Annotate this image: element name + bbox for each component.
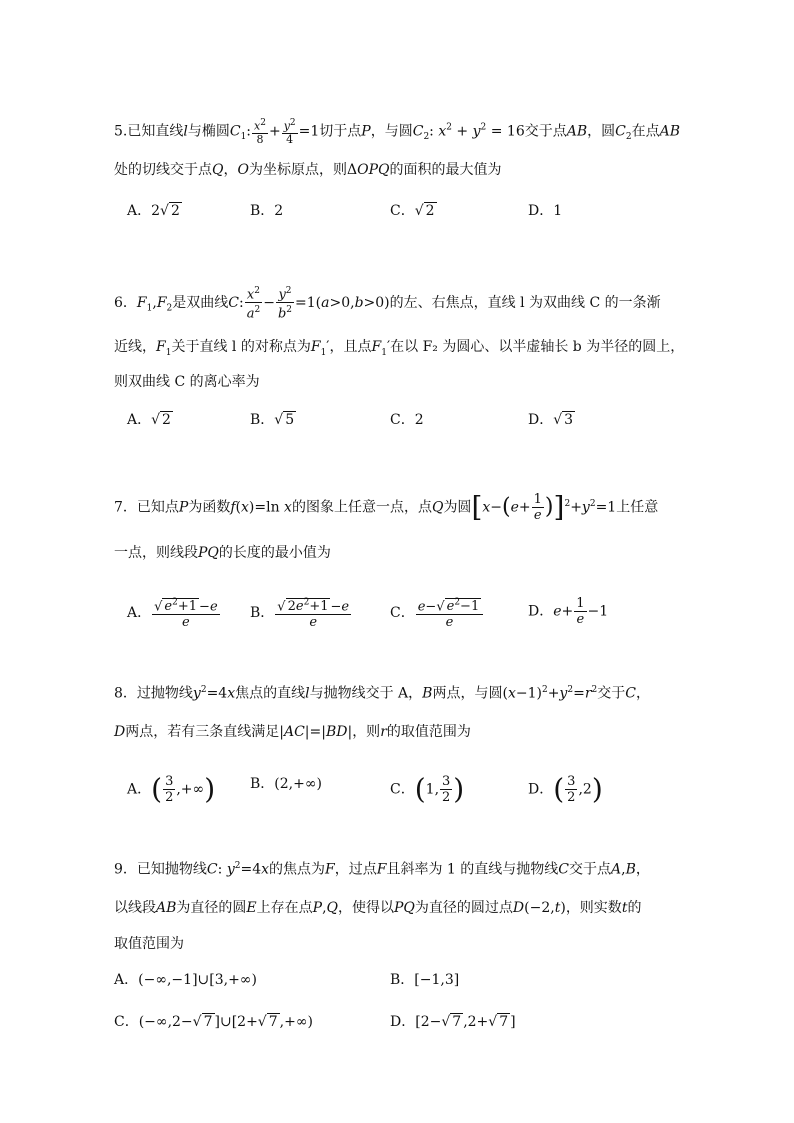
q5-text: 的面积的最大值为	[389, 162, 502, 178]
q6-option-d[interactable]: D．√ 3	[528, 412, 574, 428]
q8-text: 与抛物线交于 A，	[309, 685, 423, 702]
q6-text: 是双曲线	[172, 294, 229, 311]
option-label: A．	[127, 203, 152, 219]
option-label: B．	[250, 776, 275, 792]
option-label: B．	[250, 412, 275, 428]
q5-text: 为坐标原点，则	[248, 162, 347, 178]
option-label: B．2	[250, 203, 284, 219]
option-label: C．	[390, 605, 415, 622]
q8-option-a[interactable]: A．( $\frac{3}{2}$ ,+∞)	[127, 772, 216, 806]
q9-option-a[interactable]: A．(−∞,−1]∪[3,+∞)	[114, 972, 257, 988]
q9-option-d[interactable]: D．[2−√ 7 ,2+√ 7 ]	[390, 1014, 516, 1030]
q8-text: 两点，若有三条直线满足	[125, 724, 280, 740]
fraction: $\frac{e-√ e^2-1}{e}$	[416, 596, 484, 630]
q8-text: 的取值范围为	[386, 724, 471, 740]
q5-line-2: 处的切线交于点Q，O为坐标原点，则ΔOPQ的面积的最大值为	[114, 162, 502, 178]
q6-text: 的左、右焦点，直线 l 为双曲线 C 的一条渐	[389, 294, 661, 311]
option-label: B．	[390, 972, 415, 988]
q8-option-b[interactable]: B．(2,+∞)	[250, 776, 322, 792]
q8-line-1: 8．过抛物线$y^2=4x$焦点的直线l与抛物线交于 A，B两点，与圆$(x-1)^2+y^2=r^2$交于C，	[114, 685, 650, 702]
q9-line-3	[114, 934, 184, 954]
q6-line-3	[114, 372, 260, 392]
q6-text: 在以 F₂ 为圆心、以半虚轴长 b 为半径的圆上，	[390, 339, 685, 355]
q5-option-b[interactable]	[250, 201, 283, 221]
option-label: C．	[390, 781, 415, 798]
fraction: $\frac{x^2}{8}$	[254, 118, 266, 146]
q5-text: 与椭圆	[187, 123, 230, 140]
q5-text: ，与圆	[370, 123, 413, 140]
q9-text: 的焦点为	[269, 861, 326, 878]
q5-line-1: 5.已知直线l与椭圆$C_1$: $\frac{x^2}{8}$ + $\frac{y^2}{4}$ =1切于点P，与圆$C_2$: $x^2 + y^2 = 16$交于点AB，圆$C_2$在点AB	[114, 118, 680, 146]
q6-option-b[interactable]: B．√ 5	[250, 412, 295, 428]
q9-text: 上存在点	[256, 900, 313, 916]
q9-text: ，使得以	[338, 900, 394, 916]
q6-text: 则双曲线 C 的离心率为	[114, 374, 260, 390]
q5-option-c[interactable]: C．√ 2	[390, 203, 435, 219]
fraction: $\frac{3}{2}$	[442, 774, 451, 805]
q8-text: ，则	[352, 724, 381, 740]
fraction: $\frac{y^2}{b^2}$	[277, 286, 293, 322]
q5-text: 在点	[631, 123, 660, 140]
q9-text: ，则实数	[565, 900, 622, 916]
q5-text: ，	[223, 162, 238, 178]
q5-text: 5.已知直线	[114, 123, 184, 140]
fraction: $\frac{3}{2}$	[165, 774, 174, 805]
q5-text: 切于点	[319, 123, 362, 140]
q8-text: 焦点的直线	[235, 685, 306, 702]
q7-option-a[interactable]	[127, 596, 221, 630]
q7-text: 的图象上任意一点，点	[291, 499, 432, 516]
fraction: $\frac{√ 2e^2+1 -e}{e}$	[277, 598, 350, 631]
q9-text: 取值范围为	[114, 936, 184, 952]
option-label: D．1	[528, 203, 563, 219]
q6-text: ，且点	[329, 339, 372, 355]
q7-text: 一点，则线段	[114, 545, 198, 561]
q7-line-1: 7．已知点P为函数f(x)=ln x的图象上任意一点，点Q为圆[x−(e+ $\frac{1}{e}$ )]$^2+y^2=1$上任意	[114, 490, 659, 524]
q6-option-c[interactable]	[390, 410, 424, 430]
q8-option-d[interactable]: D．( $\frac{3}{2}$ ,2)	[528, 772, 603, 806]
q8-text: 交于	[597, 685, 626, 702]
option-label: D．	[528, 412, 554, 428]
q7-text: 为函数	[188, 499, 231, 516]
option-label: D．	[390, 1014, 416, 1030]
option-label: C．	[390, 203, 415, 219]
option-label: A．	[127, 605, 152, 622]
q7-option-c[interactable]	[390, 596, 484, 630]
q9-text: ，过点	[334, 861, 377, 878]
q7-text: 的长度的最小值为	[218, 545, 331, 561]
option-label: B．	[250, 605, 275, 622]
q9-line-1: 9．已知抛物线C: $y^2=4x$的焦点为F，过点F且斜率为 1 的直线与抛物线C交于点A,B，	[114, 861, 650, 878]
q5-text: ，圆	[587, 123, 616, 140]
fraction: $\frac{1}{e}$	[576, 596, 585, 627]
option-label: C．	[114, 1014, 139, 1030]
q5-option-d[interactable]	[528, 201, 562, 221]
q8-text: 8．过抛物线	[114, 685, 193, 702]
option-label: D．	[528, 781, 554, 798]
q9-line-2: 以线段AB为直径的圆E上存在点P,Q，使得以PQ为直径的圆过点D(−2,t)，则实数t的	[114, 900, 642, 916]
q5-text: 交于点	[524, 123, 567, 140]
q7-text: 上任意	[616, 499, 659, 516]
fraction: $\frac{1}{e}$	[533, 492, 542, 523]
q6-line-1: 6．$F_1,F_2$是双曲线C: $\frac{x^2}{a^2}$ − $\frac{y^2}{b^2}$ =1(a>0,b>0)的左、右焦点，直线 l 为双曲线 C 的一条渐	[114, 286, 661, 322]
q8-option-c[interactable]: C．(1, $\frac{3}{2}$ )	[390, 772, 465, 806]
q5-option-a[interactable]: A．2√ 2	[127, 203, 180, 219]
fraction: $\frac{3}{2}$	[567, 774, 576, 805]
option-label: A．	[114, 972, 139, 988]
q6-text: 近线，	[114, 339, 156, 355]
q7-line-2: 一点，则线段PQ的长度的最小值为	[114, 545, 331, 561]
q6-option-a[interactable]: A．√ 2	[127, 412, 171, 428]
option-label: D．	[528, 603, 554, 620]
q5-text: 处的切线交于点	[114, 162, 212, 178]
q9-text: 且斜率为 1 的直线与抛物线	[386, 861, 559, 878]
option-label: A．	[127, 781, 152, 798]
q9-option-b[interactable]: B．[−1,3]	[390, 972, 460, 988]
option-label: C．2	[390, 412, 424, 428]
q7-text: 为圆	[443, 499, 472, 516]
q9-text: 以线段	[114, 900, 156, 916]
fraction: $\frac{y^2}{4}$	[283, 118, 296, 146]
q9-text: 9．已知抛物线	[114, 861, 207, 878]
q7-text: 7．已知点	[114, 499, 179, 516]
option-label: A．	[127, 412, 152, 428]
q9-text: 为直径的圆过点	[414, 900, 513, 916]
q6-text: 6．	[114, 294, 137, 311]
q8-line-2: D两点，若有三条直线满足|AC|=|BD|，则r的取值范围为	[114, 724, 471, 740]
q9-text: 为直径的圆	[176, 900, 247, 916]
q9-text: 的	[627, 900, 642, 916]
q6-line-2: 近线，$F_1$关于直线 l 的对称点为$F_1'$，且点$F_1'$在以 F₂ 为圆心、以半虚轴长 b 为半径的圆上，	[114, 339, 685, 358]
q9-text: 交于点	[568, 861, 611, 878]
fraction: $\frac{x^2}{a^2}$	[246, 286, 261, 322]
q7-option-d[interactable]: D．e+ $\frac{1}{e}$ −1	[528, 596, 609, 627]
fraction: $\frac{√ e^2+1 -e}{e}$	[154, 598, 218, 631]
q7-option-b[interactable]	[250, 596, 352, 630]
q6-text: 关于直线 l 的对称点为	[171, 339, 311, 355]
q8-text: 两点，与圆	[432, 685, 503, 702]
q9-option-c[interactable]: C．(−∞,2−√ 7 ]∪[2+√ 7 ,+∞)	[114, 1014, 313, 1030]
